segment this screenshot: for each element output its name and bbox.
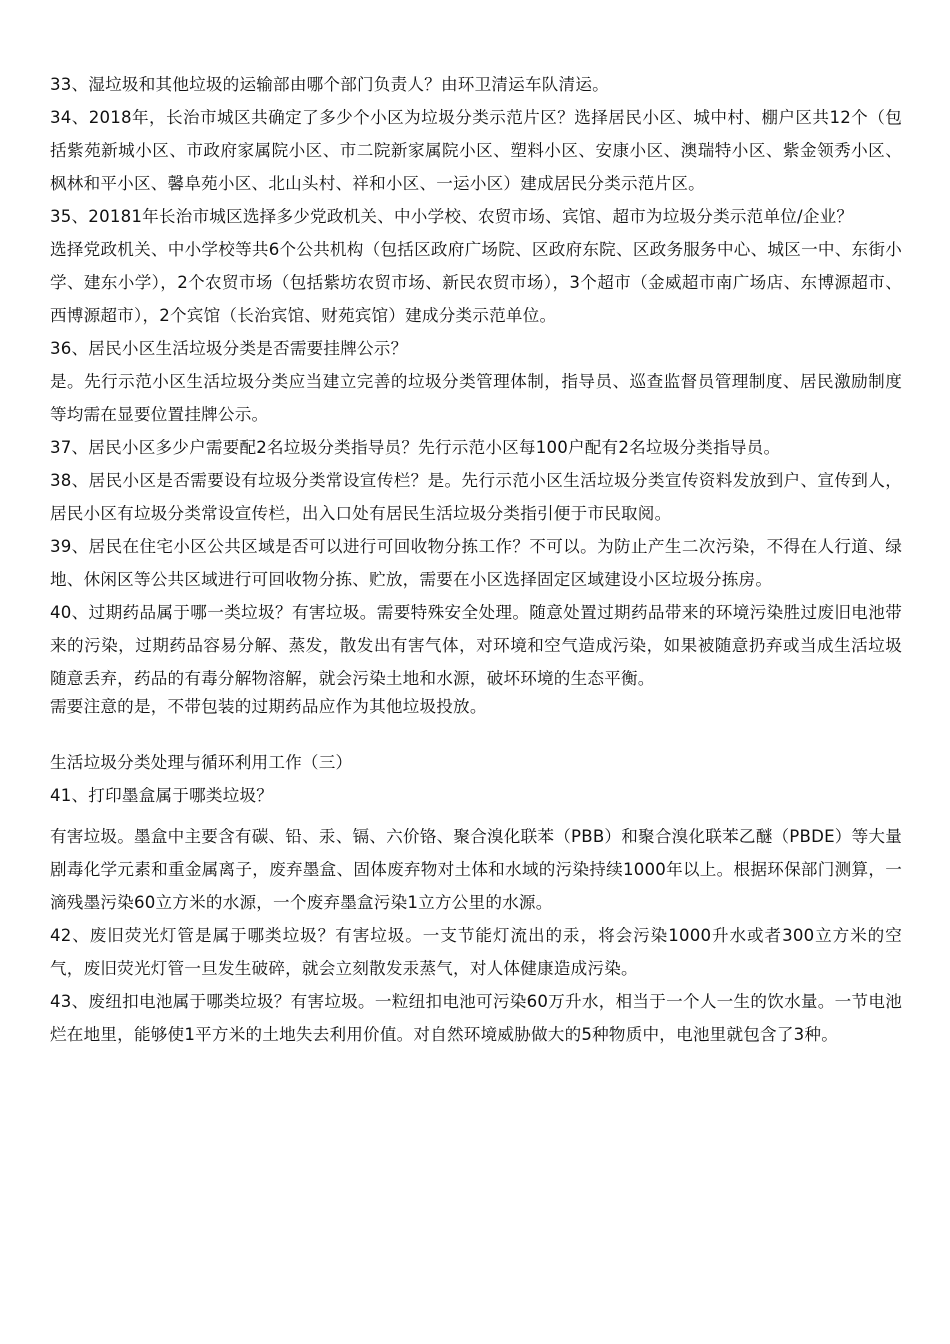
paragraph-q34: 34、2018年，长治市城区共确定了多少个小区为垃圾分类示范片区？选择居民小区、城中村、棚户区共12个（包括紫苑新城小区、市政府家属院小区、市二院新家属院小区、塑料小区、安康小区、澳瑞特小区、紫金领秀小区、枫林和平小区、馨阜苑小区、北山头村、祥和小区、一运小区）建成居民分类示范片区。 [50, 108, 902, 193]
paragraph-q37: 37、居民小区多少户需要配2名垃圾分类指导员？先行示范小区每100户配有2名垃圾分类指导员。 [50, 438, 781, 457]
paragraph-q42: 42、废旧荧光灯管是属于哪类垃圾？有害垃圾。一支节能灯流出的汞，将会污染1000升水或者300立方米的空气，废旧荧光灯管一旦发生破碎，就会立刻散发汞蒸气，对人体健康造成污染。 [50, 926, 902, 978]
paragraph-q41: 41、打印墨盒属于哪类垃圾？ [50, 786, 274, 805]
paragraph-q33: 33、湿垃圾和其他垃圾的运输部由哪个部门负责人？由环卫清运车队清运。 [50, 75, 609, 94]
paragraph-q41-answer: 有害垃圾。墨盒中主要含有碳、铅、汞、镉、六价铬、聚合溴化联苯（PBB）和聚合溴化联苯乙醚（PBDE）等大量剧毒化学元素和重金属离子，废弃墨盒、固体废弃物对土体和水域的污染持续1000年以上。根据环保部门测算，一滴残墨污染60立方米的水源，一个废弃墨盒污染1立方公里的水源。 [50, 827, 902, 912]
paragraph-q38: 38、居民小区是否需要设有垃圾分类常设宣传栏？是。先行示范小区生活垃圾分类宣传资料发放到户、宣传到人，居民小区有垃圾分类常设宣传栏，出入口处有居民生活垃圾分类指引便于市民取阅。 [50, 471, 902, 523]
document-page [50, 68, 902, 1051]
paragraph-q35-answer: 选择党政机关、中小学校等共6个公共机构（包括区政府广场院、区政府东院、区政务服务中心、城区一中、东街小学、建东小学），2个农贸市场（包括紫坊农贸市场、新民农贸市场），3个超市（金威超市南广场店、东博源超市、西博源超市），2个宾馆（长治宾馆、财苑宾馆）建成分类示范单位。 [50, 240, 902, 325]
paragraph-q36: 36、居民小区生活垃圾分类是否需要挂牌公示？ [50, 339, 408, 358]
paragraph-q43: 43、废纽扣电池属于哪类垃圾？有害垃圾。一粒纽扣电池可污染60万升水，相当于一个人一生的饮水量。一节电池烂在地里，能够使1平方米的土地失去利用价值。对自然环境威胁做大的5种物质中，电池里就包含了3种。 [50, 992, 902, 1044]
paragraph-q40-note: 需要注意的是，不带包装的过期药品应作为其他垃圾投放。 [50, 697, 487, 716]
paragraph-q36-answer: 是。先行示范小区生活垃圾分类应当建立完善的垃圾分类管理体制，指导员、巡查监督员管理制度、居民激励制度等均需在显要位置挂牌公示。 [50, 372, 902, 424]
paragraph-spacer [50, 812, 902, 820]
section-title: 生活垃圾分类处理与循环利用工作（三） [50, 753, 353, 772]
paragraph-q35: 35、20181年长治市城区选择多少党政机关、中小学校、农贸市场、宾馆、超市为垃圾分类示范单位/企业？ [50, 207, 854, 226]
paragraph-q39: 39、居民在住宅小区公共区域是否可以进行可回收物分拣工作？不可以。为防止产生二次污染，不得在人行道、绿地、休闲区等公共区域进行可回收物分拣、贮放，需要在小区选择固定区域建设小区垃圾分拣房。 [50, 537, 902, 589]
paragraph-q40: 40、过期药品属于哪一类垃圾？有害垃圾。需要特殊安全处理。随意处置过期药品带来的环境污染胜过废旧电池带来的污染，过期药品容易分解、蒸发，散发出有害气体，对环境和空气造成污染，如果被随意扔弃或当成生活垃圾随意丢弃，药品的有毒分解物溶解，就会污染土地和水源，破坏环境的生态平衡。 [50, 603, 902, 688]
